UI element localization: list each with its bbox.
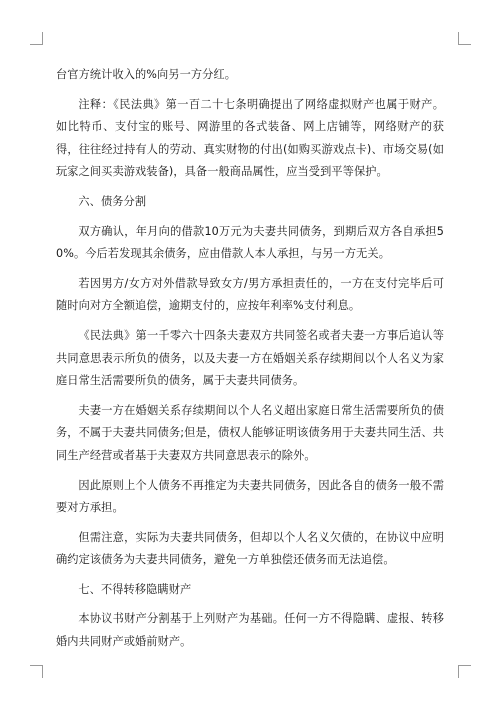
paragraph-debt-recourse: 若因男方/女方对外借款导致女方/男方承担责任的，一方在支付完毕后可随时向对方全额追偿，逾期支付的，应按年利率%支付利息。 — [56, 276, 444, 313]
section-heading-debt: 六、债务分割 — [78, 194, 147, 208]
crop-mark-top-left — [30, 32, 43, 45]
paragraph-principle: 因此原则上个人债务不再推定为夫妻共同债务，因此各自的债务一般不需要对方承担。 — [56, 478, 444, 515]
crop-mark-bottom-left — [30, 665, 43, 678]
paragraph-no-transfer: 本协议书财产分割基于上列财产为基础。任何一方不得隐瞒、虚报、转移婚内共同财产或婚前财产。 — [56, 612, 444, 649]
crop-mark-top-right — [458, 32, 471, 45]
paragraph-personal-debt: 夫妻一方在婚姻关系存续期间以个人名义超出家庭日常生活需要所负的债务，不属于夫妻共同债务;但是，债权人能够证明该债务用于夫妻共同生活、共同生产经营或者基于夫妻双方共同意思表示的除外。 — [56, 403, 444, 462]
document-body — [56, 64, 444, 661]
paragraph-civil-code-1064: 《民法典》第一千零六十四条夫妻双方共同签名或者夫妻一方事后追认等共同意思表示所负的债务，以及夫妻一方在婚姻关系存续期间以个人名义为家庭日常生活需要所负的债务，属于夫妻共同债务。 — [56, 328, 444, 388]
paragraph-continuation: 台官方统计收入的%向另一方分红。 — [56, 68, 237, 81]
paragraph-note: 但需注意，实际为夫妻共同债务，但却以个人名义欠债的，在协议中应明确约定该债务为夫妻共同债务，避免一方单独偿还债务而无法追偿。 — [56, 530, 444, 567]
section-heading-no-transfer: 七、不得转移隐瞒财产 — [78, 582, 192, 596]
paragraph-debt-confirm: 双方确认，年月向的借款10万元为夫妻共同债务，到期后双方各自承担50%。今后若发现其余债务，应由借款人本人承担，与另一方无关。 — [56, 224, 444, 261]
crop-mark-bottom-right — [458, 665, 471, 678]
paragraph-annotation: 注释：《民法典》第一百二十七条明确提出了网络虚拟财产也属于财产。如比特币、支付宝的账号、网游里的各式装备、网上店铺等，网络财产的获得，往往经过持有人的劳动、真实财物的付出(如购买游戏点卡)、市场交易(如玩家之间买卖游戏装备)，具备一般商品属性，应当受到平等保护。 — [56, 97, 444, 179]
